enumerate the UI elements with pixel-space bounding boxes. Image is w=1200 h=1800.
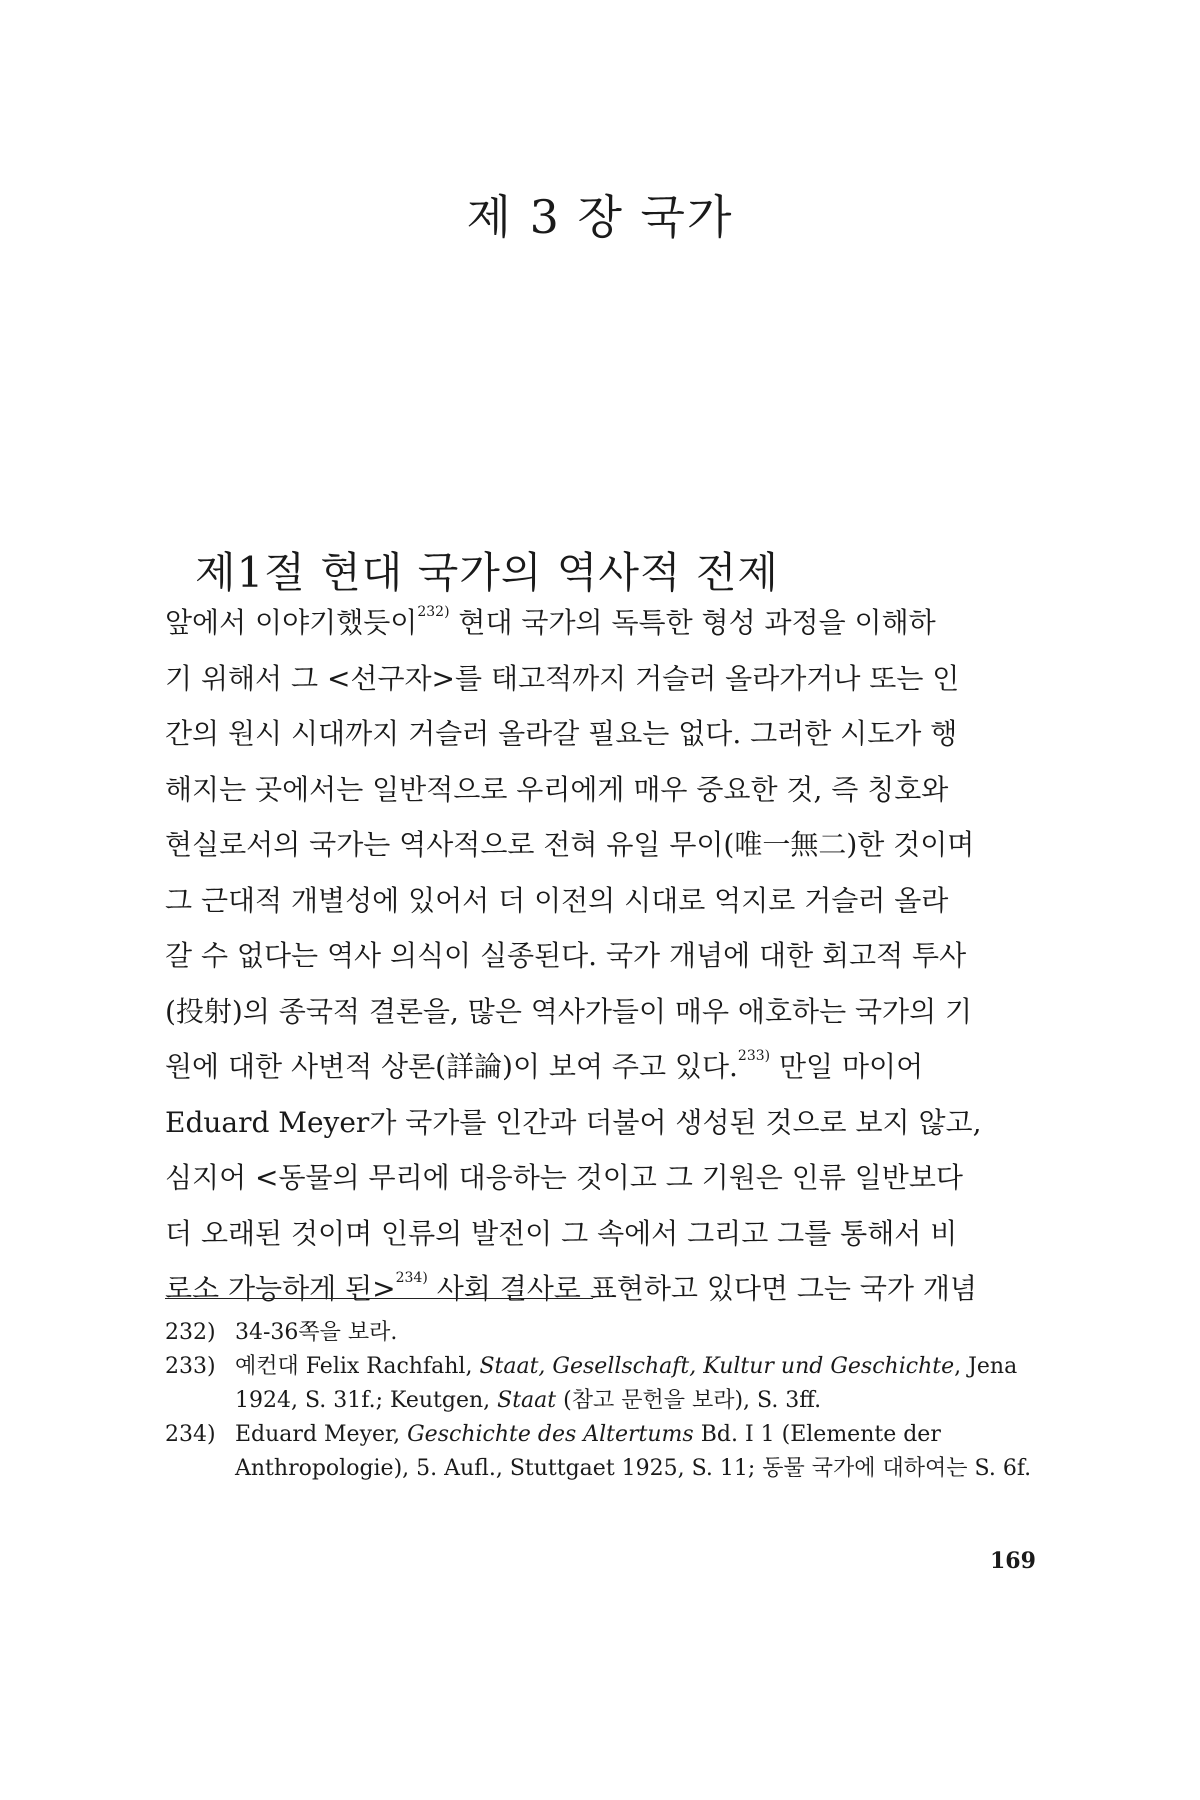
body-line-text: 기 위해서 그 <선구자>를 태고적까지 거슬러 올라가거나 또는 인 [165,661,960,695]
text-segment: Bd. I 1 (Elemente der Anthropologie), 5. Aufl., Stuttgaet 1925, S. 11; 동물 국가에 대하여는 S. 6f. [235,1422,1032,1481]
footnote-ref[interactable]: 234) [395,1269,428,1286]
footnote-text: 34-36쪽을 보라. [235,1320,398,1345]
body-line-text: (投射)의 종국적 결론을, 많은 역사가들이 매우 애호하는 국가의 기 [165,994,973,1028]
body-line-text [165,595,936,651]
body-line [165,1095,1045,1151]
text-segment: Eduard Meyer, [235,1422,408,1447]
body-line-text: 더 오래된 것이며 인류의 발전이 그 속에서 그리고 그를 통해서 비 [165,1216,958,1250]
footnote-number: 234) [165,1422,216,1447]
page-number: 169 [990,1548,1036,1574]
body-line [165,817,1045,873]
footnote-divider [165,1298,593,1299]
body-line [165,1206,1045,1262]
body-line-text: 해지는 곳에서는 일반적으로 우리에게 매우 중요한 것, 즉 칭호와 [165,772,949,806]
italic-title: Staat [497,1388,557,1413]
footnote-ref[interactable]: 232) [417,603,450,620]
footnote-number: 233) [165,1354,216,1379]
body-line [165,595,1045,651]
body-line [165,1261,1045,1317]
chapter-title: 제 3 장 국가 [466,189,734,244]
body-line [165,1150,1045,1206]
body-line [165,984,1045,1040]
body-line-text: 간의 원시 시대까지 거슬러 올라갈 필요는 없다. 그러한 시도가 행 [165,717,958,750]
body-line [165,1039,1045,1095]
body-line [165,651,1045,707]
footnote-number: 232) [165,1320,216,1345]
body-line-text: 갈 수 없다는 역사 의식이 실종된다. 국가 개념에 대한 회고적 투사 [165,939,967,972]
text-segment: 원에 대한 사변적 상론(詳論)이 보여 주고 있다. [165,1050,738,1083]
text-segment: 만일 마이어 [770,1050,924,1083]
footnote-232 [165,1316,1045,1350]
footnotes [165,1316,1045,1486]
footnote-233 [165,1350,1045,1418]
text-segment: 현대 국가의 독특한 형성 과정을 이해하 [449,606,936,639]
body-line-text: Eduard Meyer가 국가를 인간과 더불어 생성된 것으로 보지 않고, [165,1105,982,1139]
italic-title: Staat, Gesellschaft, Kultur und Geschichte [479,1354,955,1379]
text-segment: 예컨대 Felix Rachfahl, [235,1354,480,1379]
body-line-text [165,1039,923,1095]
text-segment: 로소 가능하게 된> [165,1272,396,1305]
text-segment: , Jena 1924, S. 31f.; Keutgen, [235,1354,1018,1413]
section-title: 제1절 현대 국가의 역사적 전제 [195,547,779,597]
footnote-text [235,1418,1045,1486]
text-segment: 사회 결사로 표현하고 있다면 그는 국가 개념 [427,1272,977,1305]
body-line-text: 그 근대적 개별성에 있어서 더 이전의 시대로 억지로 거슬러 올라 [165,883,949,917]
body-line-text: 심지어 <동물의 무리에 대응하는 것이고 그 기원은 인류 일반보다 [165,1161,963,1194]
body-line [165,928,1045,984]
footnote-ref[interactable]: 233) [737,1047,771,1064]
text-segment: 앞에서 이야기했듯이 [165,606,418,639]
italic-title: Geschichte des Altertums [407,1422,694,1447]
footnote-text [235,1350,1045,1418]
body-text [165,595,1045,1317]
body-line [165,706,1045,762]
body-line-text: 현실로서의 국가는 역사적으로 전혀 유일 무이(唯一無二)한 것이며 [165,828,975,861]
body-line [165,873,1045,929]
body-line-text [165,1261,977,1317]
text-segment: (참고 문헌을 보라), S. 3ff. [556,1388,822,1413]
body-line [165,762,1045,818]
footnote-234 [165,1418,1045,1486]
